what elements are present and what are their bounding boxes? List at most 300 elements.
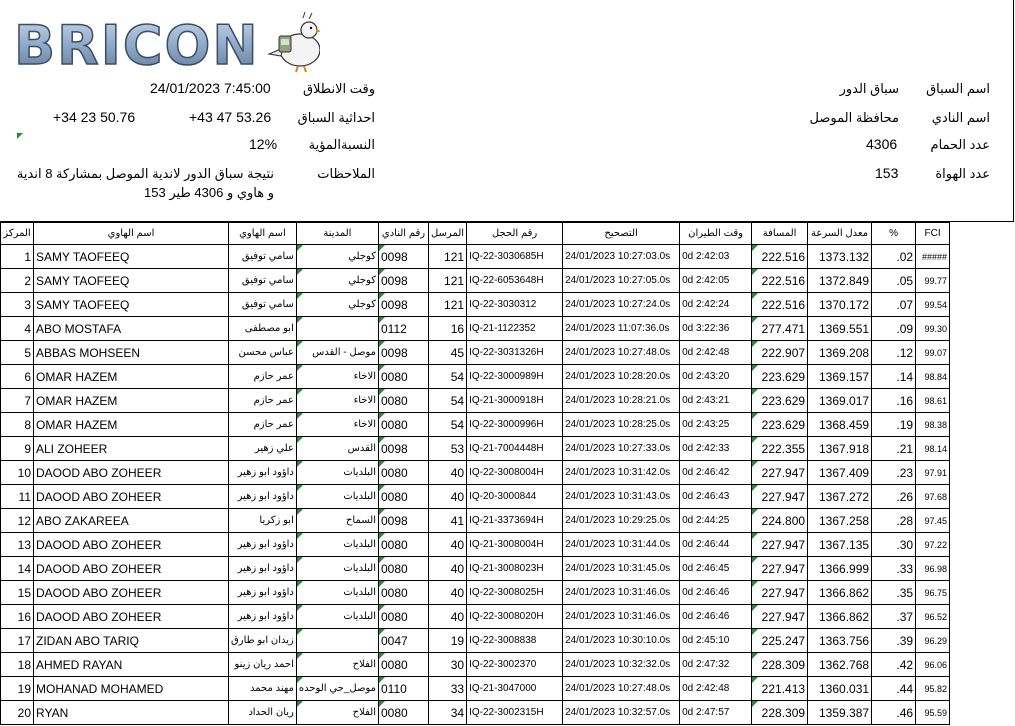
cell-ring: IQ-21-3047000 xyxy=(467,677,563,701)
cell-distance: 222.516 xyxy=(752,269,808,293)
cell-flight: 0d 3:22:36 xyxy=(680,317,752,341)
cell-speed: 1367.135 xyxy=(808,533,872,557)
cell-ring: IQ-21-3000918H xyxy=(467,389,563,413)
cell-sent: 121 xyxy=(428,245,466,269)
cell-arrival: 24/01/2023 10:30:10.0s xyxy=(563,629,680,653)
cell-pct: .16 xyxy=(872,389,916,413)
cell-distance: 227.947 xyxy=(752,485,808,509)
cell-distance: 223.629 xyxy=(752,365,808,389)
cell-sent: 19 xyxy=(428,629,466,653)
cell-distance: 225.247 xyxy=(752,629,808,653)
cell-arrival: 24/01/2023 10:28:20.0s xyxy=(563,365,680,389)
cell-fci: ##### xyxy=(916,245,950,269)
table-row xyxy=(1,317,950,341)
cell-speed: 1366.999 xyxy=(808,557,872,581)
cell-ring: IQ-20-3000844 xyxy=(467,485,563,509)
col-distance: المسافة xyxy=(752,223,808,245)
cell-flight: 0d 2:46:46 xyxy=(680,581,752,605)
cell-club: 0080 xyxy=(378,461,428,485)
cell-flight: 0d 2:42:48 xyxy=(680,677,752,701)
table-row xyxy=(1,581,950,605)
col-name-ar: اسم الهاوي xyxy=(229,223,297,245)
cell-flight: 0d 2:47:32 xyxy=(680,653,752,677)
table-row xyxy=(1,701,950,725)
table-header-row xyxy=(1,223,950,245)
cell-speed: 1366.862 xyxy=(808,581,872,605)
table-row xyxy=(1,557,950,581)
cell-name-en: ZIDAN ABO TARIQ xyxy=(34,629,229,653)
cell-rank: 8 xyxy=(1,413,34,437)
cell-name-en: OMAR HAZEM xyxy=(34,365,229,389)
cell-club: 0080 xyxy=(378,413,428,437)
cell-flight: 0d 2:42:33 xyxy=(680,437,752,461)
cell-fci: 99.30 xyxy=(916,317,950,341)
cell-sent: 54 xyxy=(428,365,466,389)
cell-name-en: AHMED RAYAN xyxy=(34,653,229,677)
cell-distance: 222.516 xyxy=(752,245,808,269)
table-row xyxy=(1,389,950,413)
cell-flight: 0d 2:42:24 xyxy=(680,293,752,317)
cell-city: السماح xyxy=(296,509,378,533)
cell-sent: 33 xyxy=(428,677,466,701)
cell-fci: 99.07 xyxy=(916,341,950,365)
notes-text: نتيجة سباق الدور لاندية الموصل بمشاركة 8 اندية و هاوي و 4306 طير 153 xyxy=(16,166,274,200)
cell-sent: 45 xyxy=(428,341,466,365)
cell-ring: IQ-22-3008020H xyxy=(467,605,563,629)
cell-pct: .39 xyxy=(872,629,916,653)
cell-name-en: SAMY TAOFEEQ xyxy=(34,293,229,317)
cell-rank: 7 xyxy=(1,389,34,413)
cell-city: كوجلي xyxy=(296,269,378,293)
cell-name-en: SAMY TAOFEEQ xyxy=(34,269,229,293)
cell-name-ar: مهند محمد xyxy=(229,677,297,701)
col-club: رقم النادي xyxy=(378,223,428,245)
cell-flight: 0d 2:46:44 xyxy=(680,533,752,557)
cell-ring: IQ-22-3000989H xyxy=(467,365,563,389)
cell-flight: 0d 2:44:25 xyxy=(680,509,752,533)
cell-name-en: ABO MOSTAFA xyxy=(34,317,229,341)
table-row xyxy=(1,245,950,269)
cell-sent: 40 xyxy=(428,605,466,629)
cell-speed: 1372.849 xyxy=(808,269,872,293)
cell-flight: 0d 2:46:45 xyxy=(680,557,752,581)
cell-ring: IQ-22-3008838 xyxy=(467,629,563,653)
cell-sent: 16 xyxy=(428,317,466,341)
cell-arrival: 24/01/2023 10:27:05.0s xyxy=(563,269,680,293)
cell-city: موصل - القدس xyxy=(296,341,378,365)
cell-rank: 14 xyxy=(1,557,34,581)
col-sent: المرسل xyxy=(428,223,466,245)
cell-arrival: 24/01/2023 10:28:21.0s xyxy=(563,389,680,413)
cell-fci: 99.77 xyxy=(916,269,950,293)
cell-fci: 99.54 xyxy=(916,293,950,317)
notes-label: الملاحظات xyxy=(317,166,375,181)
cell-pct: .19 xyxy=(872,413,916,437)
start-time-label: وقت الانطلاق xyxy=(302,81,375,96)
cell-speed: 1368.459 xyxy=(808,413,872,437)
cell-arrival: 24/01/2023 10:31:46.0s xyxy=(563,605,680,629)
cell-city xyxy=(296,629,378,653)
cell-pct: .28 xyxy=(872,509,916,533)
cell-club: 0098 xyxy=(378,293,428,317)
col-arrival: التصحيح xyxy=(563,223,680,245)
cell-distance: 222.355 xyxy=(752,437,808,461)
cell-arrival: 24/01/2023 10:27:03.0s xyxy=(563,245,680,269)
cell-pct: .21 xyxy=(872,437,916,461)
cell-rank: 18 xyxy=(1,653,34,677)
table-row xyxy=(1,341,950,365)
table-row xyxy=(1,677,950,701)
cell-sent: 41 xyxy=(428,509,466,533)
cell-speed: 1367.272 xyxy=(808,485,872,509)
cell-ring: IQ-22-3008025H xyxy=(467,581,563,605)
cell-pct: .44 xyxy=(872,677,916,701)
cell-city: البلديات xyxy=(296,533,378,557)
col-pct: % xyxy=(872,223,916,245)
cell-name-ar: احمد ريان زينو xyxy=(229,653,297,677)
cell-pct: .09 xyxy=(872,317,916,341)
cell-name-en: ALI ZOHEER xyxy=(34,437,229,461)
cell-flight: 0d 2:42:48 xyxy=(680,341,752,365)
cell-name-ar: داؤود ابو زهير xyxy=(229,461,297,485)
club-name-value: محافظة الموصل xyxy=(809,110,899,125)
cell-club: 0047 xyxy=(378,629,428,653)
col-ring: رقم الحجل xyxy=(467,223,563,245)
cell-arrival: 24/01/2023 10:27:33.0s xyxy=(563,437,680,461)
cell-distance: 277.471 xyxy=(752,317,808,341)
cell-arrival: 24/01/2023 11:07:36.0s xyxy=(563,317,680,341)
cell-speed: 1373.132 xyxy=(808,245,872,269)
cell-ring: IQ-21-3008023H xyxy=(467,557,563,581)
cell-name-en: DAOOD ABO ZOHEER xyxy=(34,533,229,557)
cell-fci: 98.84 xyxy=(916,365,950,389)
cell-rank: 11 xyxy=(1,485,34,509)
cell-sent: 34 xyxy=(428,701,466,725)
cell-pct: .46 xyxy=(872,701,916,725)
cell-rank: 12 xyxy=(1,509,34,533)
cell-rank: 2 xyxy=(1,269,34,293)
cell-ring: IQ-22-3030312 xyxy=(467,293,563,317)
cell-name-ar: عمر حازم xyxy=(229,365,297,389)
cell-speed: 1367.918 xyxy=(808,437,872,461)
cell-name-ar: عباس محسن xyxy=(229,341,297,365)
cell-name-ar: داؤود ابو زهير xyxy=(229,533,297,557)
cell-fci: 96.75 xyxy=(916,581,950,605)
pigeon-count-value: 4306 xyxy=(866,136,898,152)
table-row xyxy=(1,293,950,317)
cell-flight: 0d 2:46:42 xyxy=(680,461,752,485)
cell-name-en: ABBAS MOHSEEN xyxy=(34,341,229,365)
table-row xyxy=(1,437,950,461)
cell-name-ar: داؤود ابو زهير xyxy=(229,485,297,509)
cell-name-en: OMAR HAZEM xyxy=(34,389,229,413)
cell-ring: IQ-22-3008004H xyxy=(467,461,563,485)
cell-rank: 4 xyxy=(1,317,34,341)
race-coords-label: احداثية السباق xyxy=(297,110,375,125)
cell-arrival: 24/01/2023 10:31:46.0s xyxy=(563,581,680,605)
cell-city: البلديات xyxy=(296,605,378,629)
race-name-value: سباق الدور xyxy=(839,81,899,96)
cell-name-en: MOHANAD MOHAMED xyxy=(34,677,229,701)
cell-sent: 121 xyxy=(428,269,466,293)
cell-sent: 40 xyxy=(428,533,466,557)
cell-ring: IQ-22-3000996H xyxy=(467,413,563,437)
cell-rank: 3 xyxy=(1,293,34,317)
cell-name-en: OMAR HAZEM xyxy=(34,413,229,437)
cell-name-ar: علي زهير xyxy=(229,437,297,461)
cell-club: 0080 xyxy=(378,557,428,581)
cell-rank: 20 xyxy=(1,701,34,725)
cell-name-ar: عمر حازم xyxy=(229,389,297,413)
cell-club: 0098 xyxy=(378,509,428,533)
cell-name-ar: داؤود ابو زهير xyxy=(229,557,297,581)
cell-pct: .35 xyxy=(872,581,916,605)
cell-distance: 223.629 xyxy=(752,389,808,413)
cell-club: 0080 xyxy=(378,653,428,677)
cell-distance: 223.629 xyxy=(752,413,808,437)
cell-flight: 0d 2:43:20 xyxy=(680,365,752,389)
cell-city: البلديات xyxy=(296,485,378,509)
cell-speed: 1370.172 xyxy=(808,293,872,317)
table-row xyxy=(1,605,950,629)
cell-speed: 1369.157 xyxy=(808,365,872,389)
cell-city: الفلاح xyxy=(296,701,378,725)
cell-speed: 1369.551 xyxy=(808,317,872,341)
cell-ring: IQ-21-3373694H xyxy=(467,509,563,533)
cell-sent: 121 xyxy=(428,293,466,317)
table-row xyxy=(1,365,950,389)
start-time-value: 24/01/2023 7:45:00 xyxy=(150,80,271,96)
cell-arrival: 24/01/2023 10:29:25.0s xyxy=(563,509,680,533)
cell-pct: .14 xyxy=(872,365,916,389)
cell-ring: IQ-21-7004448H xyxy=(467,437,563,461)
table-row xyxy=(1,533,950,557)
results-table xyxy=(0,222,950,725)
cell-distance: 224.800 xyxy=(752,509,808,533)
cell-club: 0110 xyxy=(378,677,428,701)
cell-club: 0080 xyxy=(378,365,428,389)
cell-rank: 10 xyxy=(1,461,34,485)
race-name-label: اسم السباق xyxy=(926,81,990,96)
cell-ring: IQ-22-3031326H xyxy=(467,341,563,365)
cell-name-en: ABO ZAKAREEA xyxy=(34,509,229,533)
cell-rank: 17 xyxy=(1,629,34,653)
cell-sent: 40 xyxy=(428,461,466,485)
cell-city: كوجلي xyxy=(296,293,378,317)
cell-name-ar: سامي توفيق xyxy=(229,293,297,317)
cell-fci: 96.98 xyxy=(916,557,950,581)
cell-speed: 1367.409 xyxy=(808,461,872,485)
cell-name-ar: سامي توفيق xyxy=(229,269,297,293)
cell-arrival: 24/01/2023 10:31:43.0s xyxy=(563,485,680,509)
cell-rank: 9 xyxy=(1,437,34,461)
cell-name-ar: سامي توفيق xyxy=(229,245,297,269)
cell-distance: 228.309 xyxy=(752,701,808,725)
cell-flight: 0d 2:43:25 xyxy=(680,413,752,437)
cell-speed: 1366.862 xyxy=(808,605,872,629)
cell-fci: 97.22 xyxy=(916,533,950,557)
table-row xyxy=(1,413,950,437)
cell-speed: 1360.031 xyxy=(808,677,872,701)
cell-speed: 1367.258 xyxy=(808,509,872,533)
cell-club: 0098 xyxy=(378,245,428,269)
cell-city: الاخاء xyxy=(296,413,378,437)
cell-name-ar: داؤود ابو زهير xyxy=(229,581,297,605)
col-city: المدينة xyxy=(296,223,378,245)
col-fci: FCI xyxy=(916,223,950,245)
cell-speed: 1359.387 xyxy=(808,701,872,725)
cell-name-en: RYAN xyxy=(34,701,229,725)
cell-rank: 16 xyxy=(1,605,34,629)
cell-distance: 227.947 xyxy=(752,557,808,581)
cell-pct: .23 xyxy=(872,461,916,485)
cell-club: 0080 xyxy=(378,389,428,413)
logo-text: BRICON xyxy=(14,14,260,74)
cell-speed: 1369.017 xyxy=(808,389,872,413)
cell-arrival: 24/01/2023 10:31:42.0s xyxy=(563,461,680,485)
cell-distance: 227.947 xyxy=(752,461,808,485)
cell-distance: 227.947 xyxy=(752,581,808,605)
cell-distance: 227.947 xyxy=(752,605,808,629)
table-row xyxy=(1,269,950,293)
cell-name-en: DAOOD ABO ZOHEER xyxy=(34,557,229,581)
cell-name-en: DAOOD ABO ZOHEER xyxy=(34,485,229,509)
cell-distance: 228.309 xyxy=(752,653,808,677)
col-speed: معدل السرعة xyxy=(808,223,872,245)
cell-city: الفلاح xyxy=(296,653,378,677)
cell-pct: .02 xyxy=(872,245,916,269)
cell-arrival: 24/01/2023 10:31:45.0s xyxy=(563,557,680,581)
pigeon-count-label: عدد الحمام xyxy=(930,137,990,152)
cell-name-ar: ريان الحداد xyxy=(229,701,297,725)
cell-arrival: 24/01/2023 10:27:24.0s xyxy=(563,293,680,317)
cell-flight: 0d 2:42:05 xyxy=(680,269,752,293)
cell-name-en: SAMY TAOFEEQ xyxy=(34,245,229,269)
cell-pct: .26 xyxy=(872,485,916,509)
cell-pct: .42 xyxy=(872,653,916,677)
cell-club: 0112 xyxy=(378,317,428,341)
cell-flight: 0d 2:46:46 xyxy=(680,605,752,629)
cell-flight: 0d 2:43:21 xyxy=(680,389,752,413)
col-flight: وقت الطيران xyxy=(680,223,752,245)
cell-arrival: 24/01/2023 10:28:25.0s xyxy=(563,413,680,437)
cell-rank: 1 xyxy=(1,245,34,269)
cell-flight: 0d 2:45:10 xyxy=(680,629,752,653)
percentage-label: النسبةالمؤية xyxy=(308,137,375,152)
cell-flight: 0d 2:46:43 xyxy=(680,485,752,509)
cell-name-ar: ابو مصطفى xyxy=(229,317,297,341)
cell-arrival: 24/01/2023 10:32:57.0s xyxy=(563,701,680,725)
cell-ring: IQ-22-3002315H xyxy=(467,701,563,725)
cell-sent: 40 xyxy=(428,557,466,581)
cell-rank: 5 xyxy=(1,341,34,365)
cell-name-ar: زيدان ابو طارق xyxy=(229,629,297,653)
cell-club: 0080 xyxy=(378,581,428,605)
table-row xyxy=(1,629,950,653)
cell-speed: 1363.756 xyxy=(808,629,872,653)
cell-fci: 96.52 xyxy=(916,605,950,629)
cell-club: 0080 xyxy=(378,485,428,509)
cell-club: 0098 xyxy=(378,341,428,365)
cell-flight: 0d 2:42:03 xyxy=(680,245,752,269)
cell-fci: 95.82 xyxy=(916,677,950,701)
percentage-value: 12% xyxy=(249,136,278,152)
cell-ring: IQ-21-1122352 xyxy=(467,317,563,341)
cell-city: البلديات xyxy=(296,461,378,485)
cell-fci: 97.45 xyxy=(916,509,950,533)
cell-arrival: 24/01/2023 10:31:44.0s xyxy=(563,533,680,557)
cell-fci: 97.91 xyxy=(916,461,950,485)
cell-arrival: 24/01/2023 10:27:48.0s xyxy=(563,341,680,365)
cell-name-en: DAOOD ABO ZOHEER xyxy=(34,461,229,485)
cell-fci: 98.38 xyxy=(916,413,950,437)
cell-name-en: DAOOD ABO ZOHEER xyxy=(34,605,229,629)
table-row xyxy=(1,509,950,533)
cell-name-ar: ابو زكريا xyxy=(229,509,297,533)
cell-club: 0080 xyxy=(378,701,428,725)
cell-flight: 0d 2:47:57 xyxy=(680,701,752,725)
coord-lon-value: +34 23 50.76 xyxy=(53,109,136,125)
cell-ring: IQ-22-6053648H xyxy=(467,269,563,293)
cell-ring: IQ-22-3002370 xyxy=(467,653,563,677)
cell-distance: 222.516 xyxy=(752,293,808,317)
table-row xyxy=(1,461,950,485)
cell-city xyxy=(296,317,378,341)
cell-sent: 54 xyxy=(428,413,466,437)
cell-pct: .12 xyxy=(872,341,916,365)
cell-club: 0098 xyxy=(378,269,428,293)
cell-club: 0098 xyxy=(378,437,428,461)
cell-city: البلديات xyxy=(296,557,378,581)
cell-pct: .37 xyxy=(872,605,916,629)
comment-marker-icon xyxy=(17,133,23,139)
cell-city: البلديات xyxy=(296,581,378,605)
table-row xyxy=(1,485,950,509)
col-rank: المركز xyxy=(1,223,34,245)
cell-arrival: 24/01/2023 10:27:48.0s xyxy=(563,677,680,701)
cell-city: الاخاء xyxy=(296,365,378,389)
cell-sent: 53 xyxy=(428,437,466,461)
cell-sent: 30 xyxy=(428,653,466,677)
cell-pct: .07 xyxy=(872,293,916,317)
cell-fci: 98.61 xyxy=(916,389,950,413)
pigeon-clock-logo-icon xyxy=(10,8,320,74)
cell-city: كوجلي xyxy=(296,245,378,269)
cell-city: القدس xyxy=(296,437,378,461)
coord-lat-value: +43 47 53.26 xyxy=(189,109,272,125)
cell-sent: 54 xyxy=(428,389,466,413)
cell-rank: 15 xyxy=(1,581,34,605)
cell-ring: IQ-22-3030685H xyxy=(467,245,563,269)
cell-rank: 19 xyxy=(1,677,34,701)
cell-fci: 96.06 xyxy=(916,653,950,677)
cell-sent: 40 xyxy=(428,485,466,509)
cell-name-ar: داؤود ابو زهير xyxy=(229,605,297,629)
cell-city: الاخاء xyxy=(296,389,378,413)
cell-fci: 96.29 xyxy=(916,629,950,653)
table-row xyxy=(1,653,950,677)
cell-city: موصل_حي الوحده xyxy=(296,677,378,701)
fancier-count-label: عدد الهواة xyxy=(935,166,990,181)
cell-rank: 6 xyxy=(1,365,34,389)
cell-distance: 227.947 xyxy=(752,533,808,557)
cell-fci: 95.59 xyxy=(916,701,950,725)
cell-fci: 98.14 xyxy=(916,437,950,461)
cell-distance: 221.413 xyxy=(752,677,808,701)
cell-distance: 222.907 xyxy=(752,341,808,365)
cell-fci: 97.68 xyxy=(916,485,950,509)
club-name-label: اسم النادي xyxy=(931,110,990,125)
